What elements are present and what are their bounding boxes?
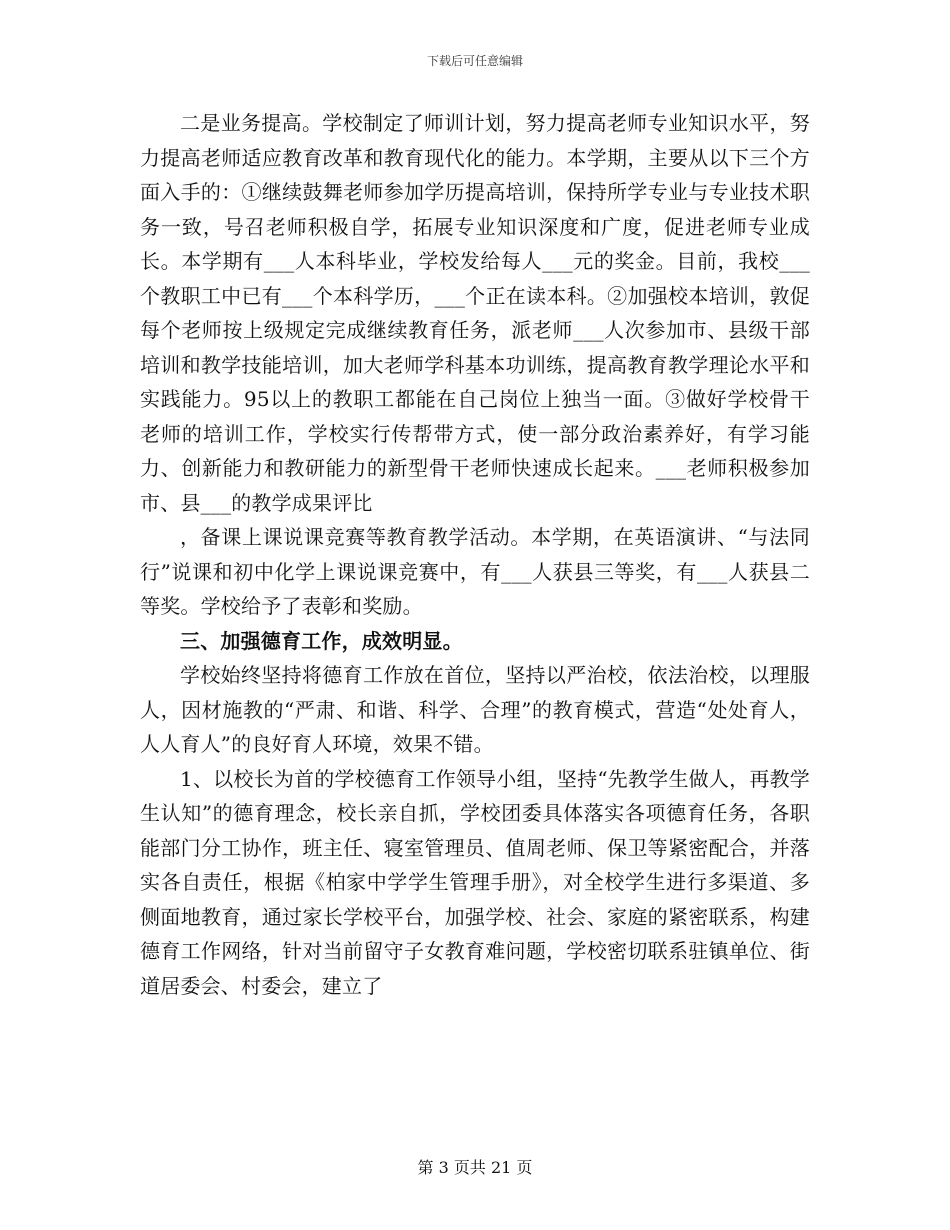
section-heading-moral-education: 三、加强德育工作，成效明显。 [180,628,463,653]
paragraph-moral-leadership: 1、以校长为首的学校德育工作领导小组，坚持“先教学生做人，再教学生认知”的德育理念，校长亲自抓，学校团委具体落实各项德育任务，各职能部门分工协作，班主任、寝室管理员、值周老师、保卫等紧密配合，并落实各自责任，根据《柏家中学学生管理手册》，对全校学生进行多渠道、多侧面地教育，通过家长学校平台，加强学校、社会、家庭的紧密联系，构建德育工作网络，针对当前留守子女教育难问题，学校密切联系驻镇单位、街道居委会、村委会，建立了 [140,766,810,998]
page-number: 第 3 页共 21 页 [417,1158,533,1177]
paragraph-moral-priority: 学校始终坚持将德育工作放在首位，坚持以严治校，依法治校，以理服人，因材施教的“严肃、和谐、科学、合理”的教育模式，营造“处处育人，人人育人”的良好育人环境，效果不错。 [140,663,810,756]
paragraph-awards: ，备课上课说课竞赛等教育教学活动。本学期，在英语演讲、“与法同行”说课和初中化学上课说课竞赛中，有___人获县三等奖，有___人获县二等奖。学校给予了表彰和奖励。 [140,525,810,618]
document-body [140,106,810,1003]
paragraph-business-improvement: 二是业务提高。学校制定了师训计划，努力提高老师专业知识水平，努力提高老师适应教育改革和教育现代化的能力。本学期，主要从以下三个方面入手的：①继续鼓舞老师参加学历提高培训，保持所学专业与专业技术职务一致，号召老师积极自学，拓展专业知识深度和广度，促进老师专业成长。本学期有___人本科毕业，学校发给每人___元的奖金。目前，我校___个教职工中已有___个本科学历，___个正在读本科。②加强校本培训，敦促每个老师按上级规定完成继续教育任务，派老师___人次参加市、县级干部培训和教学技能培训，加大老师学科基本功训练，提高教育教学理论水平和实践能力。95以上的教职工都能在自己岗位上独当一面。③做好学校骨干老师的培训工作，学校实行传帮带方式，使一部分政治素养好，有学习能力、创新能力和教研能力的新型骨干老师快速成长起来。___老师积极参加市、县___的教学成果评比 [140,111,810,515]
page-header: 下载后可任意编辑 [426,54,523,68]
